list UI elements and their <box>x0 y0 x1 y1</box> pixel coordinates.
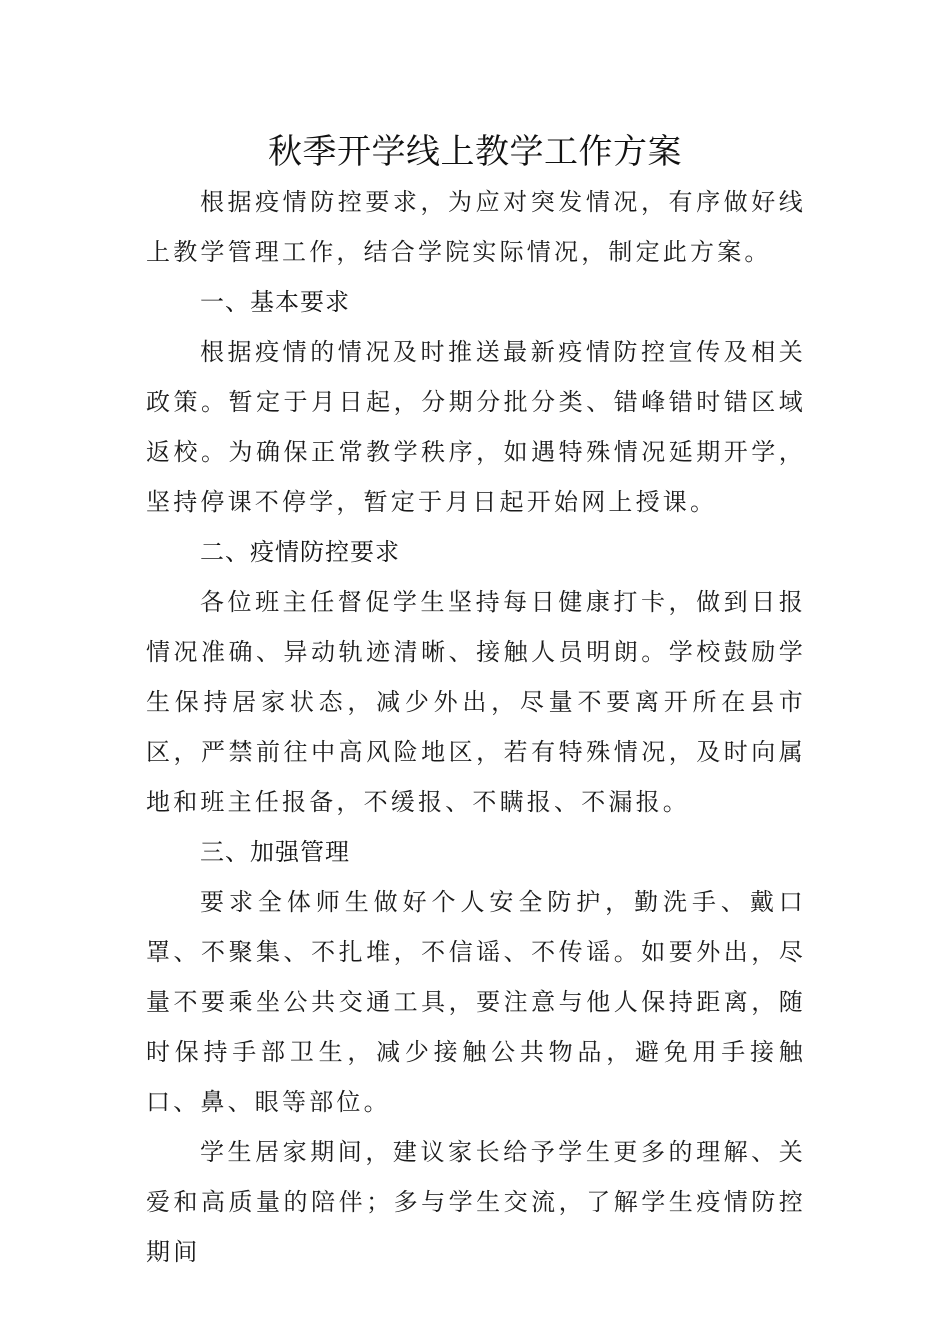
document-title: 秋季开学线上教学工作方案 <box>268 132 682 172</box>
section-paragraph: 要求全体师生做好个人安全防护，勤洗手、戴口罩、不聚集、不扎堆，不信谣、不传谣。如要外出，尽量不要乘坐公共交通工具，要注意与他人保持距离，随时保持手部卫生，减少接触公共物品，避免用手接触口、鼻、眼等部位。 <box>146 888 806 1116</box>
section-paragraph: 学生居家期间，建议家长给予学生更多的理解、关爱和高质量的陪伴；多与学生交流，了解学生疫情防控期间 <box>146 1138 806 1266</box>
section-paragraph: 根据疫情的情况及时推送最新疫情防控宣传及相关政策。暂定于月日起，分期分批分类、错峰错时错区域返校。为确保正常教学秩序，如遇特殊情况延期开学，坚持停课不停学，暂定于月日起开始网上授课。 <box>146 338 806 516</box>
section-heading-basic-requirements: 一、基本要求 <box>200 288 350 316</box>
document-body <box>146 177 806 1277</box>
section-heading-epidemic-prevention: 二、疫情防控要求 <box>200 538 400 566</box>
section-heading-strengthen-management: 三、加强管理 <box>200 838 350 866</box>
section-paragraph: 各位班主任督促学生坚持每日健康打卡，做到日报情况准确、异动轨迹清晰、接触人员明朗。学校鼓励学生保持居家状态，减少外出，尽量不要离开所在县市区，严禁前往中高风险地区，若有特殊情况，及时向属地和班主任报备，不缓报、不瞒报、不漏报。 <box>146 588 806 816</box>
intro-paragraph: 根据疫情防控要求，为应对突发情况，有序做好线上教学管理工作，结合学院实际情况，制定此方案。 <box>146 188 806 266</box>
